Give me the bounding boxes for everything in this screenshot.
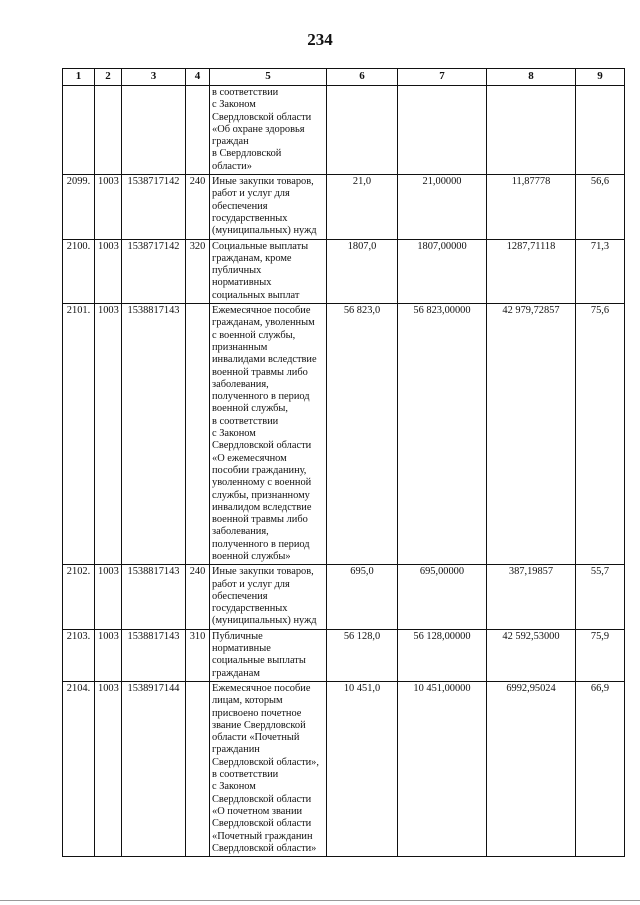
description-line: обеспечения [212, 590, 268, 602]
description-line: лицам, которым [212, 695, 283, 707]
approved-amount-cell: 10 451,0 [327, 681, 398, 856]
description-cell [210, 565, 327, 629]
description-line: с военной службы, [212, 329, 296, 341]
table-row [63, 565, 625, 629]
description-line: заболевания, [212, 526, 269, 538]
target-article-cell: 1538717142 [122, 175, 186, 239]
table-row [63, 681, 625, 856]
approved-amount-cell [327, 86, 398, 175]
description-line: Свердловской области [212, 440, 312, 452]
expense-type-cell [186, 86, 210, 175]
description-line: полученного в период [212, 538, 310, 550]
budget-amount-cell: 1807,00000 [398, 239, 487, 303]
budget-table [62, 68, 625, 857]
description-line: гражданам [212, 667, 260, 679]
description-line: присвоено почетное [212, 707, 302, 719]
description-line: службы, признанному [212, 489, 310, 501]
description-line: «Почетный гражданин [212, 830, 313, 842]
table-row [63, 86, 625, 175]
description-line: Свердловской области [212, 111, 312, 123]
description-line: государственных [212, 603, 288, 615]
executed-amount-cell: 387,19857 [487, 565, 576, 629]
description-line: признанным [212, 341, 268, 353]
row-number-cell [63, 86, 95, 175]
row-number-cell: 2100. [63, 239, 95, 303]
description-line: социальных выплат [212, 289, 300, 301]
table-row [63, 629, 625, 681]
header-cell: 1 [63, 69, 95, 86]
description-line: «О ежемесячном [212, 452, 287, 464]
approved-amount-cell: 1807,0 [327, 239, 398, 303]
description-line: полученного в период [212, 391, 310, 403]
description-line: работ и услуг для [212, 188, 290, 200]
description-line: области» [212, 160, 252, 172]
description-line: (муниципальных) нужд [212, 615, 317, 627]
section-code-cell: 1003 [95, 629, 122, 681]
percent-executed-cell [576, 86, 625, 175]
expense-type-cell: 240 [186, 175, 210, 239]
description-line: публичных [212, 265, 262, 277]
table-row [63, 304, 625, 565]
header-cell: 7 [398, 69, 487, 86]
row-number-cell: 2104. [63, 681, 95, 856]
description-line: Свердловской области» [212, 842, 317, 854]
approved-amount-cell: 21,0 [327, 175, 398, 239]
percent-executed-cell: 75,6 [576, 304, 625, 565]
description-line: в соответствии [212, 415, 279, 427]
description-line: нормативные [212, 643, 271, 655]
target-article-cell: 1538817143 [122, 304, 186, 565]
budget-amount-cell: 10 451,00000 [398, 681, 487, 856]
budget-amount-cell: 56 128,00000 [398, 629, 487, 681]
description-line: (муниципальных) нужд [212, 225, 317, 237]
description-line: пособии гражданину, [212, 464, 307, 476]
percent-executed-cell: 75,9 [576, 629, 625, 681]
page-number: 234 [307, 30, 333, 49]
section-code-cell [95, 86, 122, 175]
description-line: с Законом [212, 428, 256, 440]
header-row [63, 69, 625, 86]
description-line: Свердловской области», [212, 756, 319, 768]
description-line: государственных [212, 212, 288, 224]
description-line: в соответствии [212, 87, 279, 98]
description-line: «О почетном звании [212, 805, 303, 817]
percent-executed-cell: 56,6 [576, 175, 625, 239]
description-line: в Свердловской [212, 148, 282, 160]
description-line: с Законом [212, 781, 256, 793]
description-line: военной травмы либо [212, 366, 308, 378]
description-line: социальные выплаты [212, 655, 306, 667]
description-cell [210, 86, 327, 175]
description-cell [210, 629, 327, 681]
executed-amount-cell: 42 979,72857 [487, 304, 576, 565]
expense-type-cell: 310 [186, 629, 210, 681]
description-line: Социальные выплаты [212, 240, 309, 252]
page-bottom-edge [0, 900, 640, 901]
description-line: Ежемесячное пособие [212, 682, 311, 694]
header-cell: 8 [487, 69, 576, 86]
percent-executed-cell: 55,7 [576, 565, 625, 629]
description-line: Свердловской области [212, 818, 312, 830]
approved-amount-cell: 56 128,0 [327, 629, 398, 681]
header-cell: 2 [95, 69, 122, 86]
expense-type-cell [186, 304, 210, 565]
header-cell: 9 [576, 69, 625, 86]
row-number-cell: 2101. [63, 304, 95, 565]
section-code-cell: 1003 [95, 304, 122, 565]
description-line: Иные закупки товаров, [212, 176, 314, 188]
description-line: с Законом [212, 99, 256, 111]
description-line: обеспечения [212, 200, 268, 212]
description-line: военной службы» [212, 550, 291, 562]
executed-amount-cell: 6992,95024 [487, 681, 576, 856]
header-cell: 5 [210, 69, 327, 86]
header-cell: 3 [122, 69, 186, 86]
description-line: области «Почетный [212, 732, 300, 744]
section-code-cell: 1003 [95, 175, 122, 239]
description-line: уволенному с военной [212, 477, 312, 489]
description-line: нормативных [212, 277, 272, 289]
section-code-cell: 1003 [95, 239, 122, 303]
budget-amount-cell [398, 86, 487, 175]
table-row [63, 239, 625, 303]
row-number-cell: 2103. [63, 629, 95, 681]
budget-amount-cell: 695,00000 [398, 565, 487, 629]
target-article-cell: 1538817143 [122, 565, 186, 629]
budget-amount-cell: 21,00000 [398, 175, 487, 239]
description-line: граждан [212, 136, 249, 148]
description-cell [210, 681, 327, 856]
description-cell [210, 239, 327, 303]
target-article-cell: 1538917144 [122, 681, 186, 856]
description-line: звание Свердловской [212, 719, 306, 731]
row-number-cell: 2099. [63, 175, 95, 239]
table-row [63, 175, 625, 239]
target-article-cell: 1538717142 [122, 239, 186, 303]
row-number-cell: 2102. [63, 565, 95, 629]
description-line: гражданам, уволенным [212, 317, 315, 329]
executed-amount-cell: 11,87778 [487, 175, 576, 239]
description-line: заболевания, [212, 378, 269, 390]
description-cell [210, 175, 327, 239]
description-line: в соответствии [212, 769, 279, 781]
percent-executed-cell: 66,9 [576, 681, 625, 856]
description-line: «Об охране здоровья [212, 123, 305, 135]
header-cell: 6 [327, 69, 398, 86]
approved-amount-cell: 695,0 [327, 565, 398, 629]
executed-amount-cell: 42 592,53000 [487, 629, 576, 681]
target-article-cell [122, 86, 186, 175]
expense-type-cell: 240 [186, 565, 210, 629]
expense-type-cell: 320 [186, 239, 210, 303]
description-line: Иные закупки товаров, [212, 566, 314, 578]
section-code-cell: 1003 [95, 681, 122, 856]
header-cell: 4 [186, 69, 210, 86]
description-line: военной службы, [212, 403, 289, 415]
approved-amount-cell: 56 823,0 [327, 304, 398, 565]
description-line: инвалидами вследствие [212, 354, 317, 366]
expense-type-cell [186, 681, 210, 856]
description-line: гражданам, кроме [212, 252, 292, 264]
percent-executed-cell: 71,3 [576, 239, 625, 303]
budget-amount-cell: 56 823,00000 [398, 304, 487, 565]
description-line: Ежемесячное пособие [212, 305, 311, 317]
target-article-cell: 1538817143 [122, 629, 186, 681]
executed-amount-cell [487, 86, 576, 175]
description-line: гражданин [212, 744, 260, 756]
description-line: инвалидом вследствие [212, 501, 312, 513]
description-line: Свердловской области [212, 793, 312, 805]
description-cell [210, 304, 327, 565]
description-line: работ и услуг для [212, 578, 290, 590]
description-line: военной травмы либо [212, 514, 308, 526]
description-line: Публичные [212, 630, 263, 642]
executed-amount-cell: 1287,71118 [487, 239, 576, 303]
section-code-cell: 1003 [95, 565, 122, 629]
